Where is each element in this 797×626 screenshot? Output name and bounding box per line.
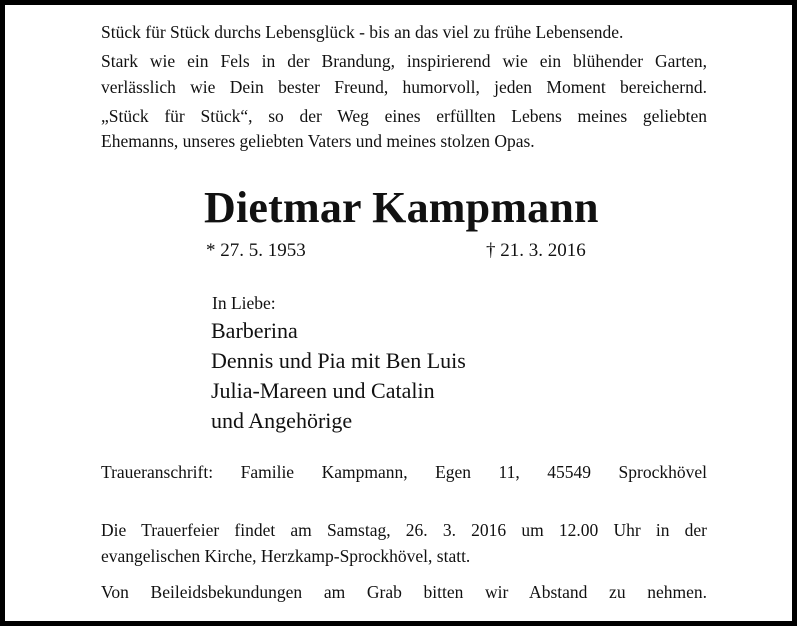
death-date: † 21. 3. 2016 [486, 240, 586, 261]
mourners-intro: In Liebe: [212, 293, 276, 313]
mourner-name: Barberina [211, 318, 298, 343]
intro-line-1: Stück für Stück durchs Lebensglück - bis an das viel zu frühe Lebensende. [101, 22, 624, 42]
mourner-name: Dennis und Pia mit Ben Luis [211, 348, 466, 373]
deceased-name: Dietmar Kampmann [204, 183, 599, 232]
intro-line-3: verlässlich wie Dein bester Freund, humorvoll, jeden Moment bereichernd. [101, 77, 707, 97]
birth-date: * 27. 5. 1953 [206, 240, 306, 261]
closing-note: Von Beileidsbekundungen am Grab bitten wir Abstand zu nehmen. [101, 582, 707, 602]
intro-line-5: Ehemanns, unseres geliebten Vaters und meines stolzen Opas. [101, 131, 535, 151]
service-line-1: Die Trauerfeier findet am Samstag, 26. 3. 2016 um 12.00 Uhr in der [101, 520, 707, 540]
intro-line-2: Stark wie ein Fels in der Brandung, inspirierend wie ein blühender Garten, [101, 51, 707, 71]
mourner-name: Julia-Mareen und Catalin [211, 378, 435, 403]
mourner-name: und Angehörige [211, 408, 353, 433]
mourning-address: Traueranschrift: Familie Kampmann, Egen 11, 45549 Sprockhövel [101, 462, 707, 482]
service-line-2: evangelischen Kirche, Herzkamp-Sprockhövel, statt. [101, 546, 471, 566]
intro-line-4: „Stück für Stück“, so der Weg eines erfüllten Lebens meines geliebten [101, 106, 707, 126]
